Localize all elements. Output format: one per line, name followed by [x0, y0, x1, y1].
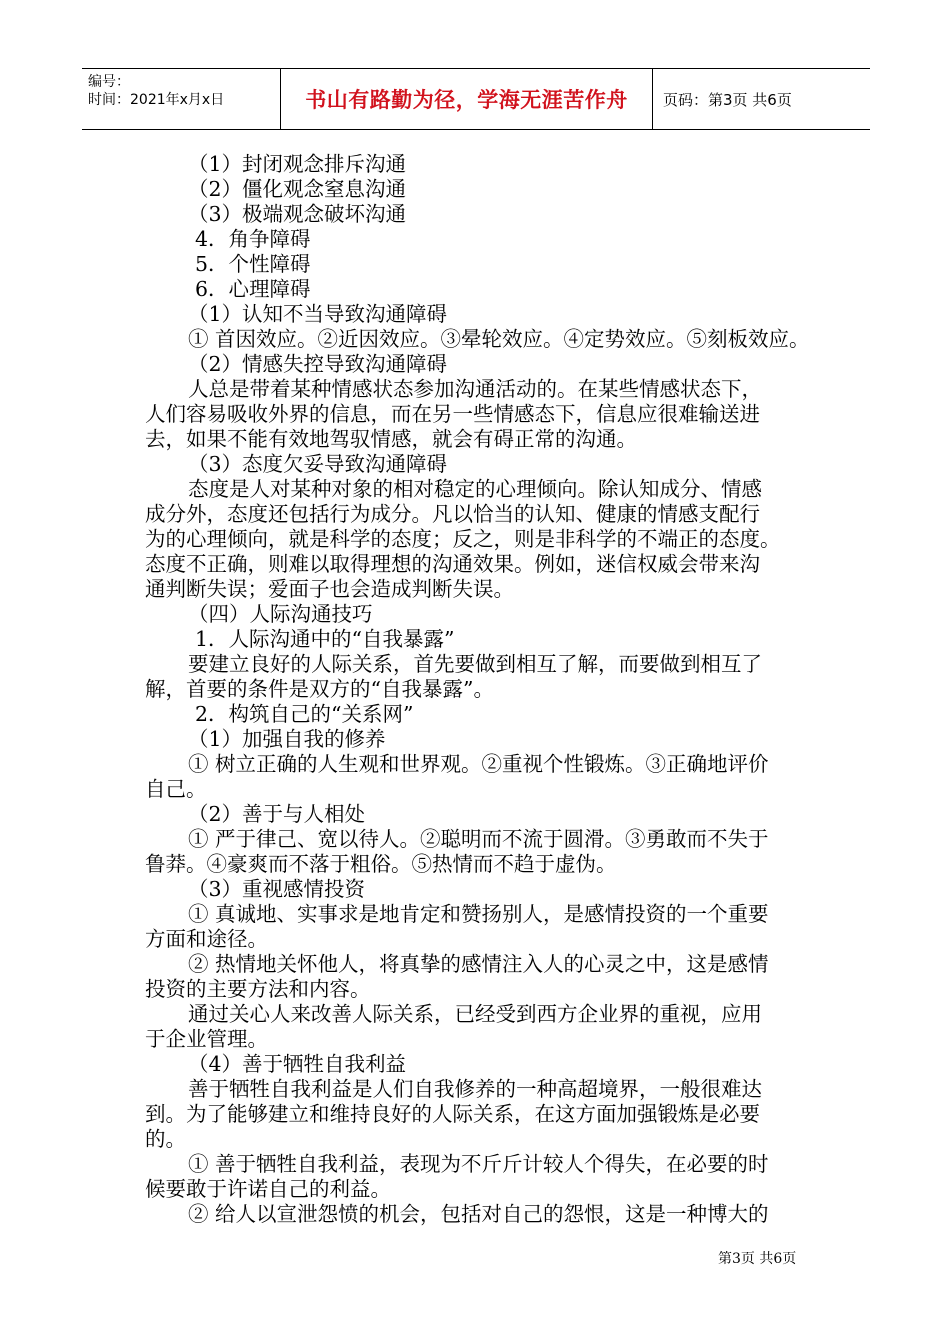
text-line: 候要敢于许诺自己的利益。: [145, 1177, 391, 1201]
text-line: 自己。: [145, 777, 207, 801]
header-meta: [82, 69, 281, 129]
text-line: 去，如果不能有效地驾驭情感，就会有碍正常的沟通。: [145, 427, 637, 451]
text-line: 人总是带着某种情感状态参加沟通活动的。在某些情感状态下，: [188, 377, 762, 401]
text-line: ① 树立正确的人生观和世界观。②重视个性锻炼。③正确地评价: [188, 752, 769, 776]
header-motto: 书山有路勤为径，学海无涯苦作舟: [305, 88, 628, 112]
text-line: （3）态度欠妥导致沟通障碍: [188, 452, 448, 476]
text-line: 1．人际沟通中的“自我暴露”: [195, 627, 455, 651]
text-line: ① 善于牺牲自我利益，表现为不斤斤计较人个得失，在必要的时: [188, 1152, 769, 1176]
document-time-label: 时间：2021年x月x日: [88, 92, 225, 108]
text-line: 要建立良好的人际关系，首先要做到相互了解，而要做到相互了: [188, 652, 762, 676]
text-line: 到。为了能够建立和维持良好的人际关系，在这方面加强锻炼是必要: [145, 1102, 760, 1126]
text-line: 成分外，态度还包括行为成分。凡以恰当的认知、健康的情感支配行: [145, 502, 760, 526]
document-body: [145, 152, 835, 1227]
text-line: 2．构筑自己的“关系网”: [195, 702, 414, 726]
text-line: （1）加强自我的修养: [188, 727, 386, 751]
text-line: （3）重视感情投资: [188, 877, 366, 901]
text-line: 通过关心人来改善人际关系，已经受到西方企业界的重视，应用: [188, 1002, 762, 1026]
text-line: 人们容易吸收外界的信息，而在另一些情感态下，信息应很难输送进: [145, 402, 760, 426]
text-line: 5．个性障碍: [195, 252, 311, 276]
text-line: （1）封闭观念排斥沟通: [188, 152, 407, 176]
text-line: 通判断失误；爱面子也会造成判断失误。: [145, 577, 514, 601]
text-line: ① 首因效应。②近因效应。③晕轮效应。④定势效应。⑤刻板效应。: [188, 327, 810, 351]
text-line: ① 真诚地、实事求是地肯定和赞扬别人，是感情投资的一个重要: [188, 902, 769, 926]
text-line: ② 热情地关怀他人，将真挚的感情注入人的心灵之中，这是感情: [188, 952, 769, 976]
text-line: （2）善于与人相处: [188, 802, 366, 826]
page-header: [82, 68, 870, 130]
text-line: 方面和途径。: [145, 927, 268, 951]
text-line: 态度是人对某种对象的相对稳定的心理倾向。除认知成分、情感: [188, 477, 762, 501]
text-line: 善于牺牲自我利益是人们自我修养的一种高超境界，一般很难达: [188, 1077, 762, 1101]
text-line: 4．角争障碍: [195, 227, 311, 251]
text-line: ② 给人以宣泄怨愤的机会，包括对自己的怨恨，这是一种博大的: [188, 1202, 769, 1226]
page-footer: 第3页 共6页: [718, 1251, 797, 1267]
header-page-info: 页码：第3页 共6页: [663, 90, 792, 109]
text-line: 投资的主要方法和内容。: [145, 977, 371, 1001]
header-page-cell: [653, 69, 870, 129]
text-line: （2）情感失控导致沟通障碍: [188, 352, 448, 376]
text-line: 鲁莽。④豪爽而不落于粗俗。⑤热情而不趋于虚伪。: [145, 852, 617, 876]
text-line: （1）认知不当导致沟通障碍: [188, 302, 448, 326]
text-line: 6．心理障碍: [195, 277, 311, 301]
header-motto-cell: [281, 69, 653, 129]
document-number-label: 编号：: [88, 74, 130, 90]
text-line: （2）僵化观念窒息沟通: [188, 177, 407, 201]
text-line: 为的心理倾向，就是科学的态度；反之，则是非科学的不端正的态度。: [145, 527, 781, 551]
text-line: 解，首要的条件是双方的“自我暴露”。: [145, 677, 494, 701]
text-line: 的。: [145, 1127, 186, 1151]
text-line: （3）极端观念破坏沟通: [188, 202, 407, 226]
text-line: （四）人际沟通技巧: [188, 602, 373, 626]
text-line: （4）善于牺牲自我利益: [188, 1052, 407, 1076]
text-line: 态度不正确，则难以取得理想的沟通效果。例如，迷信权威会带来沟: [145, 552, 760, 576]
text-line: 于企业管理。: [145, 1027, 268, 1051]
text-line: ① 严于律己、宽以待人。②聪明而不流于圆滑。③勇敢而不失于: [188, 827, 769, 851]
